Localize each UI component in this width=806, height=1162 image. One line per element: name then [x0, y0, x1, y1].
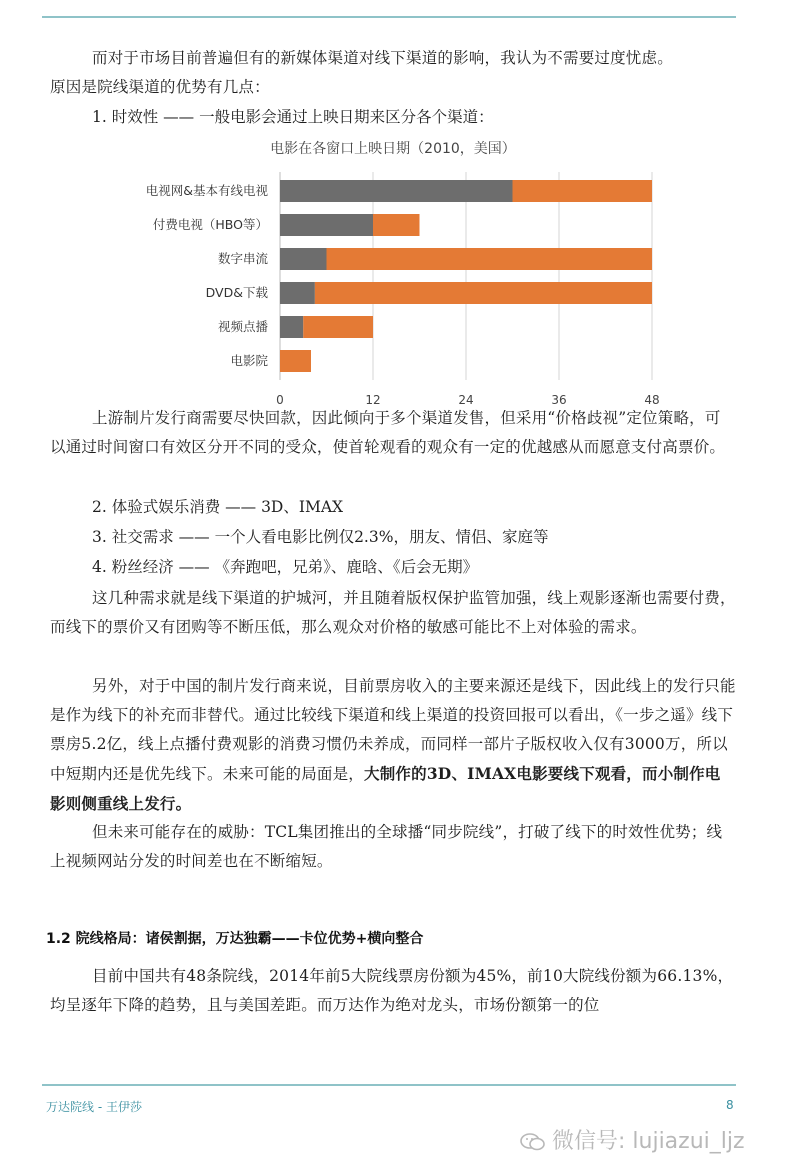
bottom-rule [42, 1084, 736, 1086]
top-rule [42, 16, 736, 18]
bar-segment-duration [373, 214, 420, 236]
list-item-4: 4. 粉丝经济 —— 《奔跑吧，兄弟》、鹿晗、《后会无期》 [92, 558, 479, 576]
intro-paragraph: 而对于市场目前普遍但有的新媒体渠道对线下渠道的影响，我认为不需要过度忧虑。 原因是院线渠道的优势有几点： [50, 49, 673, 96]
category-label: 付费电视（HBO等） [152, 217, 268, 232]
bold-conclusion: 大制作的3D、IMAX电影要线下观看，而小制作电影则侧重线上发行。 [50, 764, 721, 813]
bar-segment-start [280, 248, 327, 270]
category-label: 电视网&基本有线电视 [145, 183, 268, 198]
list-item-1: 1. 时效性 —— 一般电影会通过上映日期来区分各个渠道： [92, 108, 494, 126]
wechat-icon [520, 1132, 546, 1152]
x-tick-label: 48 [644, 393, 660, 407]
paragraph-revenue: 另外，对于中国的制片发行商来说，目前票房收入的主要来源还是线下，因此线上的发行只能是作为线下的补充而非替代。通过比较线下渠道和线上渠道的投资回报可以看出，《一步之遥》线下票房5.2亿，线上点播付费观影的消费习惯仍未养成，而同样一部片子版权收入仅有3000万，所以中短期内还是优先线下。未来可能的局面是，大制作的3D、IMAX电影要线下观看，而小制作电影则侧重线上发行。 [50, 677, 736, 813]
bar-segment-start [280, 214, 373, 236]
footer-author: 万达院线 - 王伊莎 [46, 1100, 142, 1114]
bar-segment-start [280, 316, 303, 338]
chart-title: 电影在各窗口上映日期（2010，美国） [270, 141, 516, 157]
bar-segment-duration [327, 248, 653, 270]
bar-segment-duration [315, 282, 652, 304]
paragraph-price-discrimination: 上游制片发行商需要尽快回款，因此倾向于多个渠道发售，但采用“价格歧视”定位策略，可以通过时间窗口有效区分开不同的受众，使首轮观看的观众有一定的优越感从而愿意支付高票价。 [50, 409, 726, 456]
list-item-3: 3. 社交需求 —— 一个人看电影比例仅2.3%，朋友、情侣、家庭等 [92, 528, 549, 546]
bar-segment-start [280, 282, 315, 304]
bar-segment-duration [513, 180, 653, 202]
section-heading: 1.2 院线格局：诸侯割据，万达独霸——卡位优势+横向整合 [46, 931, 424, 947]
bar-chart [0, 168, 806, 408]
page-number: 8 [726, 1098, 734, 1112]
category-label: 电影院 [230, 353, 268, 368]
category-label: 视频点播 [217, 319, 268, 334]
paragraph-moat: 这几种需求就是线下渠道的护城河，并且随着版权保护监管加强，线上观影逐渐也需要付费，而线下的票价又有团购等不断压低，那么观众对价格的敏感可能比不上对体验的需求。 [50, 589, 736, 636]
x-tick-label: 12 [365, 393, 381, 407]
x-tick-label: 36 [551, 393, 567, 407]
list-item-2: 2. 体验式娱乐消费 —— 3D、IMAX [92, 498, 344, 516]
category-label: DVD&下载 [205, 285, 268, 300]
category-label: 数字串流 [217, 251, 268, 266]
bar-segment-start [280, 180, 513, 202]
bar-segment-duration [280, 350, 311, 372]
bar-segment-duration [303, 316, 373, 338]
paragraph-threats: 但未来可能存在的威胁：TCL集团推出的全球播“同步院线”，打破了线下的时效性优势；线上视频网站分发的时间差也在不断缩短。 [50, 823, 723, 870]
x-tick-label: 24 [458, 393, 474, 407]
paragraph-market-share: 目前中国共有48条院线，2014年前5大院线票房份额为45%，前10大院线份额为66.13%，均呈逐年下降的趋势，且与美国差距。而万达作为绝对龙头，市场份额第一的位 [50, 967, 734, 1014]
wechat-watermark: 微信号: lujiazui_ljz [520, 1124, 745, 1155]
x-tick-label: 0 [276, 393, 284, 407]
